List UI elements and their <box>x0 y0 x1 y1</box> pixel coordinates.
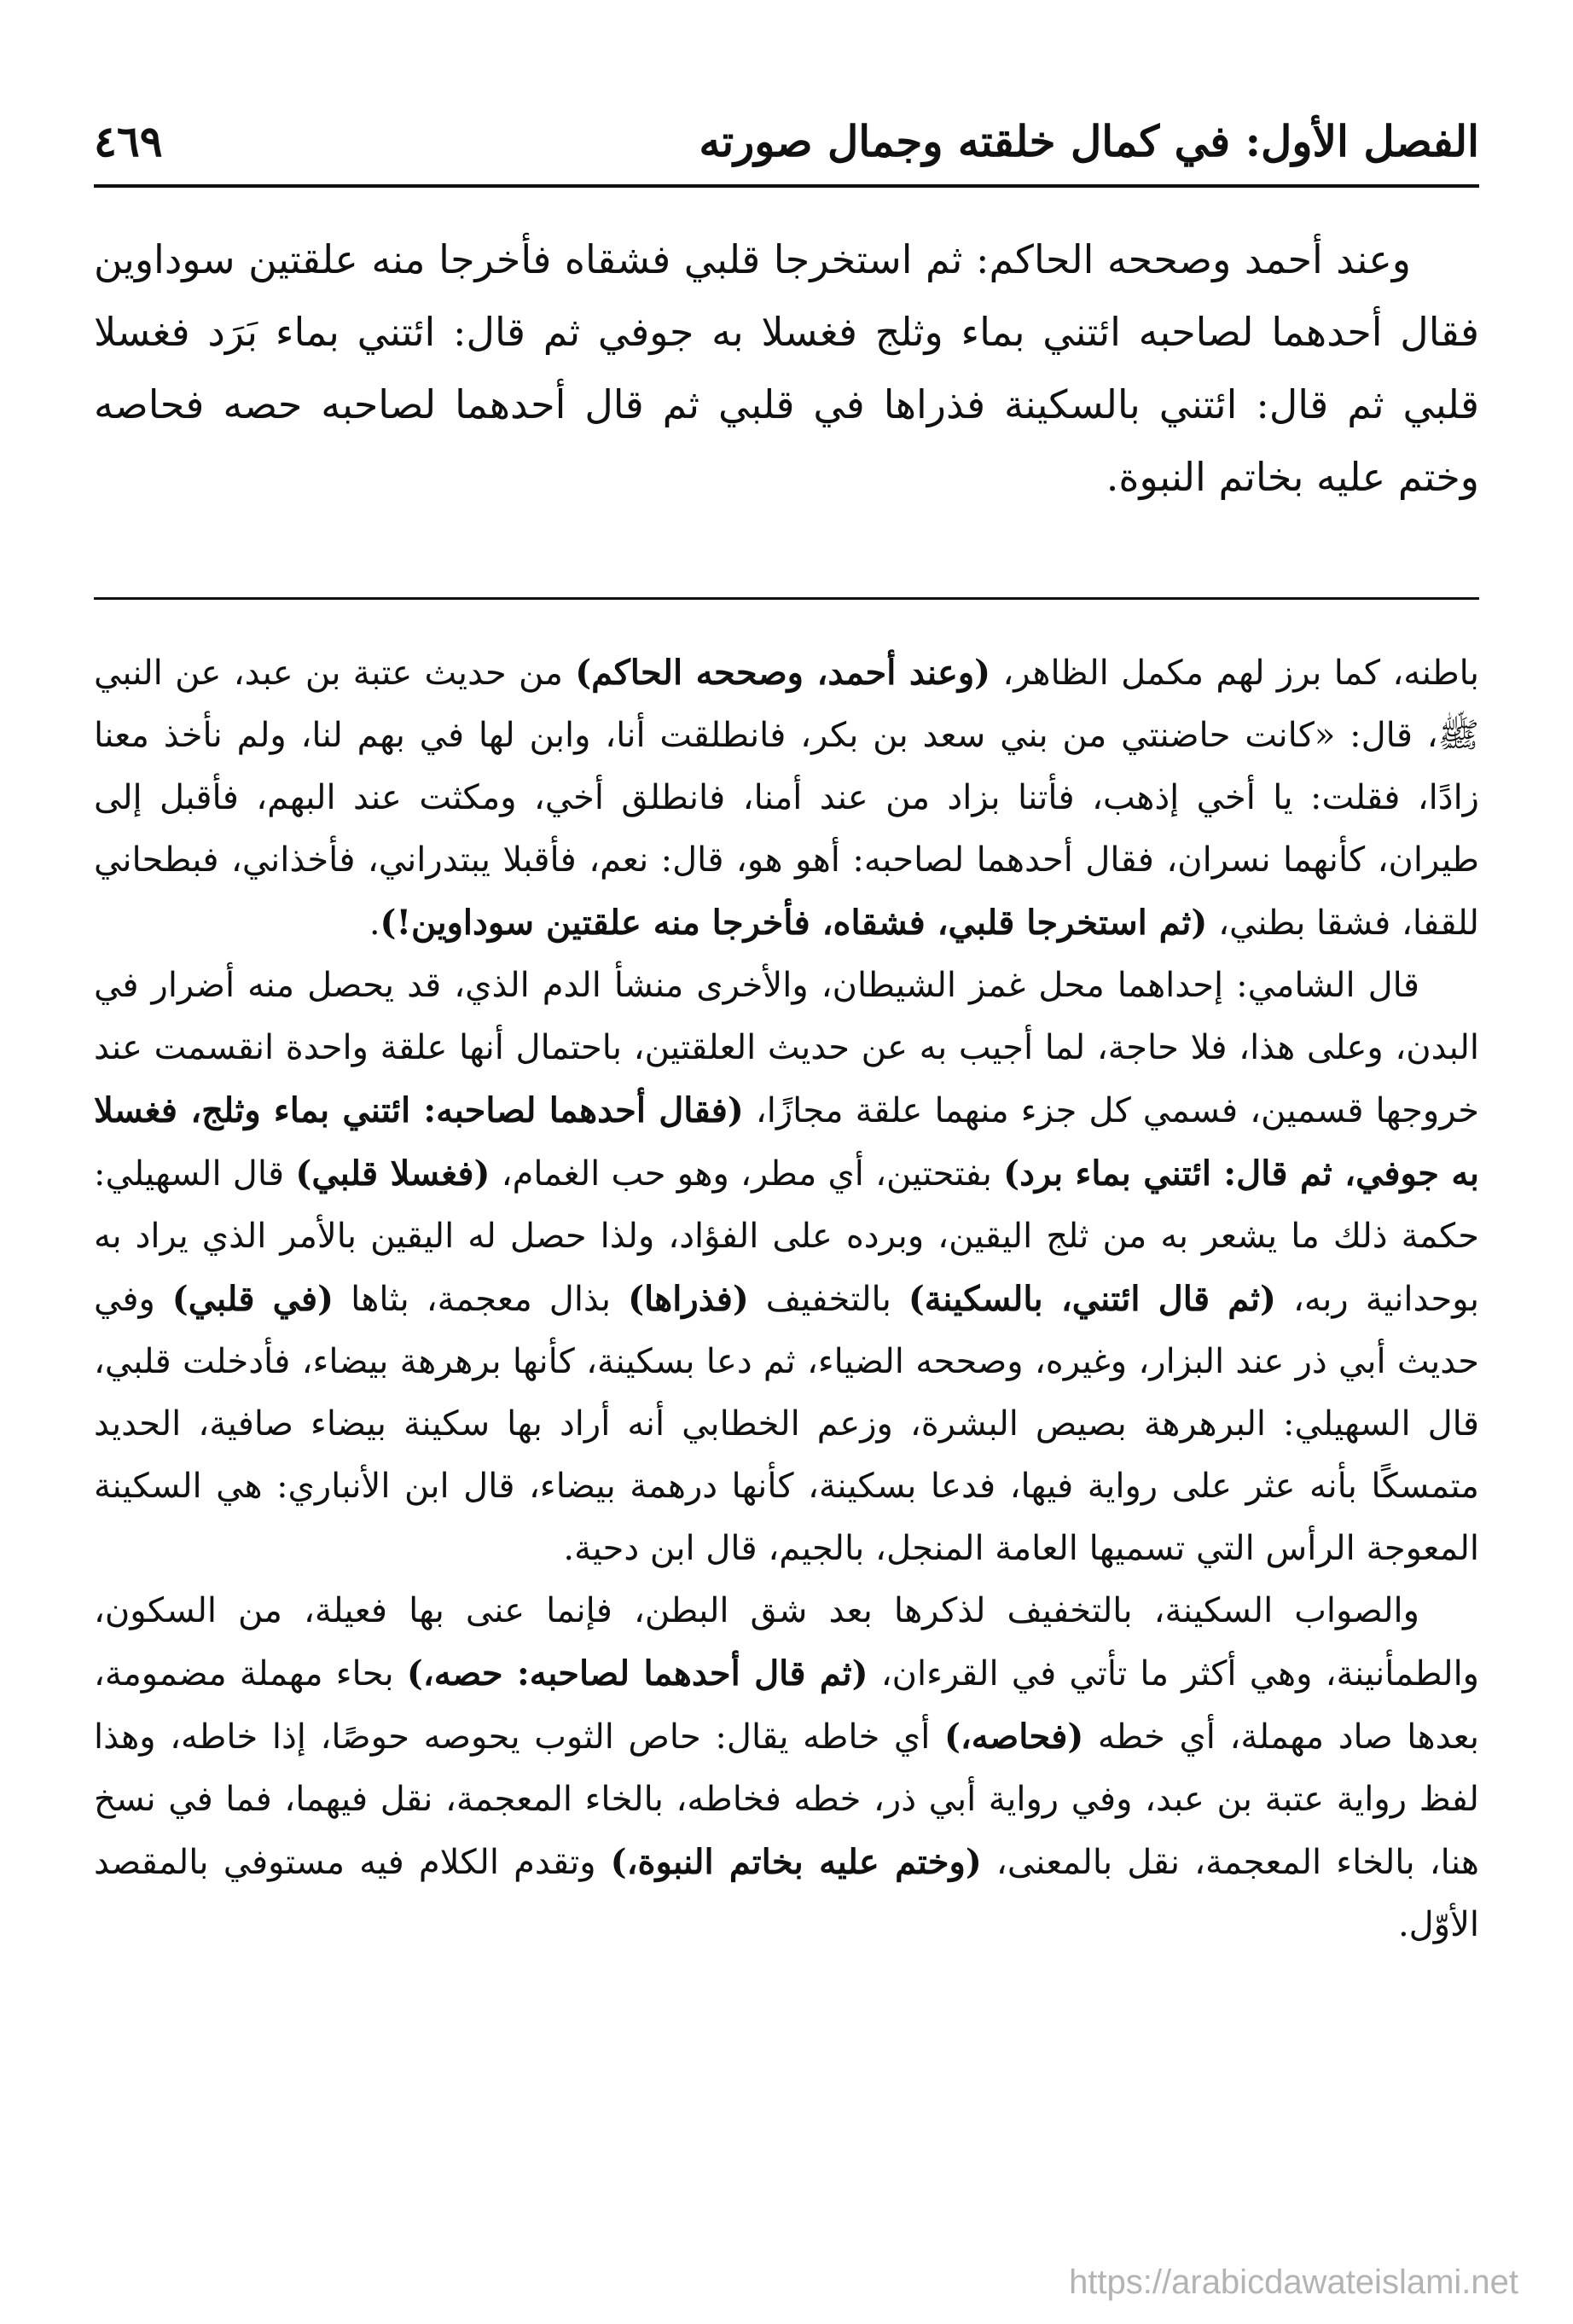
commentary-text: بالتخفيف <box>748 1280 908 1319</box>
commentary-text: وتقدم الكلام فيه مستوفي بالمقصد الأوّل. <box>94 1843 1479 1944</box>
page-number: ٤٦٩ <box>94 115 163 166</box>
quoted-matn: (فذراها) <box>628 1279 749 1319</box>
commentary-text: بحاء مهملة مضمومة، بعدها صاد مهملة، أي خطه <box>94 1654 1479 1757</box>
commentary-text: بفتحتين، أي مطر، وهو حب الغمام، <box>490 1154 1004 1194</box>
main-text <box>94 224 1479 514</box>
commentary-paragraph-3 <box>94 1580 1479 1956</box>
quoted-matn: (ثم استخرجا قلبي، فشقاه، فأخرجا منه علقتين سوداوين!) <box>380 903 1208 943</box>
commentary-text: والصواب السكينة، بالتخفيف لذكرها بعد شق البطن، فإنما عنى بها فعيلة، من السكون، والطمأنينة، وهي أكثر ما تأتي في القرءان، <box>94 1591 1479 1694</box>
quoted-matn: (فقال أحدهما لصاحبه: ائتني بماء وثلج، فغسلا به جوفي، ثم قال: ائتني بماء برد) <box>94 1090 1479 1194</box>
commentary-text: قال السهيلي: حكمة ذلك ما يشعر به من ثلج اليقين، وبرده على الفؤاد، ولذا حصل له اليقين بالأمر الذي يراد به بوحدانية ربه، <box>94 1154 1480 1319</box>
quoted-matn: (وعند أحمد، وصححه الحاكم) <box>575 653 991 693</box>
commentary-text: بذال معجمة، بثاها <box>334 1280 629 1319</box>
commentary-text: باطنه، كما برز لهم مكمل الظاهر، <box>990 654 1479 693</box>
quoted-matn: (فغسلا قلبي) <box>295 1153 490 1194</box>
commentary-paragraph-1 <box>94 642 1479 955</box>
quoted-matn: (في قلبي) <box>171 1279 334 1319</box>
main-text-paragraph: وعند أحمد وصححه الحاكم: ثم استخرجا قلبي فشقاه فأخرجا منه علقتين سوداوين فقال أحدهما لصاحبه ائتني بماء وثلج فغسلا به جوفي ثم قال: ائتني بماء بَرَد فغسلا قلبي ثم قال: ائتني بالسكينة فذراها في قلبي ثم قال أحدهما لصاحبه حصه فحاصه وختم عليه بخاتم النبوة. <box>94 236 1479 500</box>
header-rule <box>94 184 1479 188</box>
page-header <box>94 102 1479 179</box>
watermark-url: https://arabicdawateislami.net <box>1069 2263 1518 2301</box>
commentary-text: . <box>369 903 380 943</box>
quoted-matn: (ثم قال ائتني، بالسكينة) <box>908 1279 1276 1319</box>
quoted-matn: (وختم عليه بخاتم النبوة،) <box>610 1842 982 1882</box>
notes-divider <box>94 597 1479 600</box>
chapter-title: الفصل الأول: في كمال خلقته وجمال صورته <box>699 115 1479 166</box>
commentary-text: من حديث عتبة بن عبد، عن النبي ﷺ، قال: «كانت حاضنتي من بني سعد بن بكر، فانطلقت أنا، وابن لها في بهم لنا، ولم نأخذ معنا زادًا، فقلت: يا أخي إذهب، فأتنا بزاد من عند أمنا، فانطلق أخي، ومكثت عند البهم، فأقبل إلى طيران، كأنهما نسران، فقال أحدهما لصاحبه: أهو هو، قال: نعم، فأقبلا يبتدراني، فأخذاني، فبطحاني للقفا، فشقا بطني، <box>94 654 1479 943</box>
quoted-matn: (ثم قال أحدهما لصاحبه: حصه،) <box>406 1653 868 1694</box>
commentary-paragraph-2 <box>94 955 1479 1580</box>
commentary <box>94 642 1479 1956</box>
commentary-text: أي خاطه يقال: حاص الثوب يحوصه حوصًا، إذا خاطه، وهذا لفظ رواية عتبة بن عبد، وفي رواية أبي ذر، خطه فخاطه، بالخاء المعجمة، نقل فيهما، فما في نسخ هنا، بالخاء المعجمة، نقل بالمعنى، <box>94 1717 1479 1882</box>
commentary-text: وفي حديث أبي ذر عند البزار، وغيره، وصححه الضياء، ثم دعا بسكينة، كأنها برهرهة بيضاء، فأدخلت قلبي، قال السهيلي: البرهرهة بصيص البشرة، وزعم الخطابي أنه أراد بها سكينة بيضاء صافية، الحديد متمسكًا بأنه عثر على رواية فيها، فدعا بسكينة، كأنها درهمة بيضاء، قال ابن الأنباري: هي السكينة المعوجة الرأس التي تسميها العامة المنجل، بالجيم، قال ابن دحية. <box>94 1280 1480 1568</box>
commentary-text: قال الشامي: إحداهما محل غمز الشيطان، والأخرى منشأ الدم الذي، قد يحصل منه أضرار في البدن، وعلى هذا، فلا حاجة، لما أجيب به عن حديث العلقتين، باحتمال أنها علقة واحدة انقسمت عند خروجها قسمين، فسمي كل جزء منهما علقة مجازًا، <box>94 966 1479 1130</box>
quoted-matn: (فحاصه،) <box>943 1717 1084 1757</box>
